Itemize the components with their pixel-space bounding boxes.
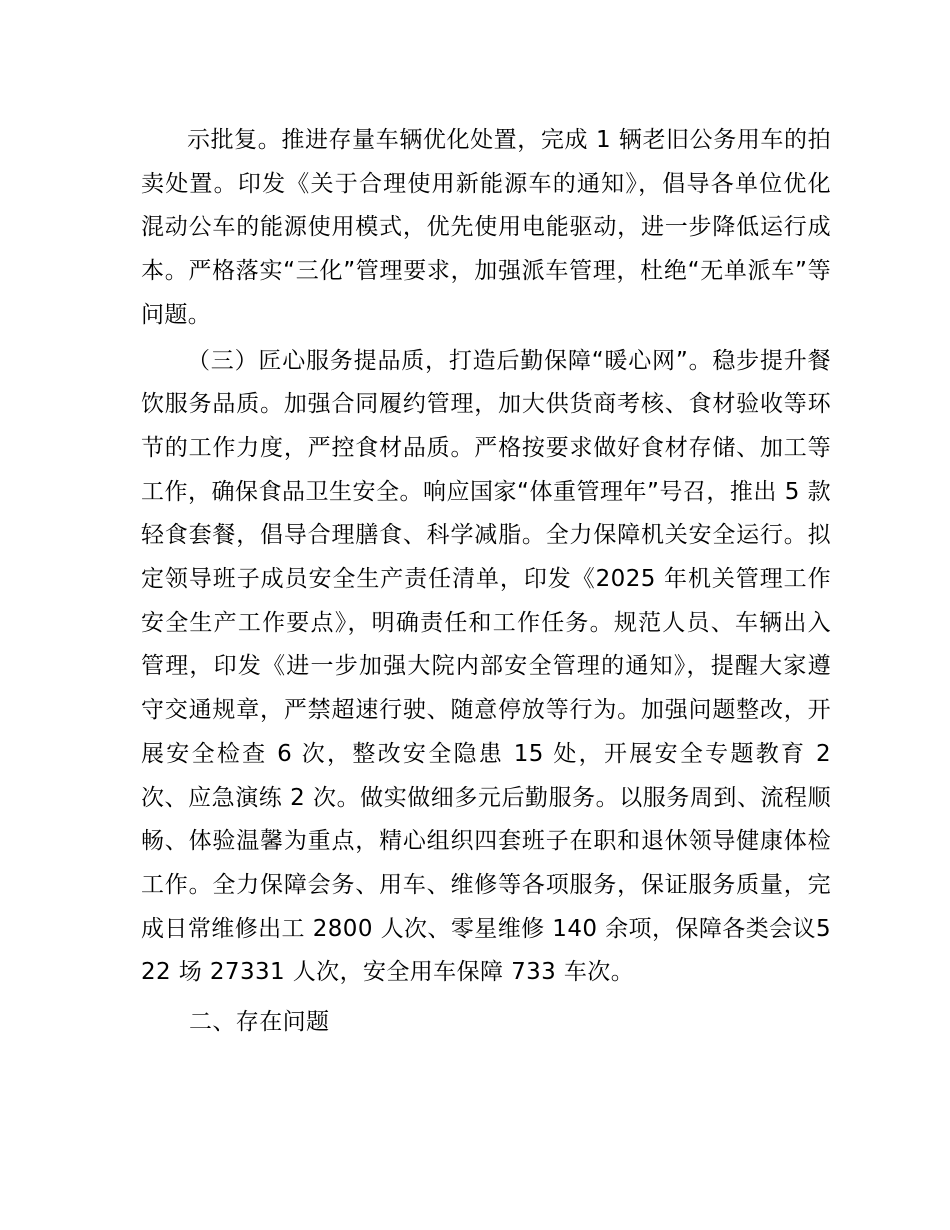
section-heading-existing-problems: 二、存在问题 bbox=[189, 1009, 330, 1036]
document-body bbox=[141, 119, 831, 1045]
paragraph-vehicle-management: 示批复。推进存量车辆优化处置，完成 1 辆老旧公务用车的拍卖处置。印发《关于合理使用新能源车的通知》，倡导各单位优化混动公车的能源使用模式，优先使用电能驱动，进一步降低运行成本。严格落实“三化”管理要求，加强派车管理，杜绝“无单派车”等问题。 bbox=[141, 127, 831, 328]
paragraph-logistics-service: （三）匠心服务提品质，打造后勤保障“暖心网”。稳步提升餐饮服务品质。加强合同履约管理，加大供货商考核、食材验收等环节的工作力度，严控食材品质。严格按要求做好食材存储、加工等工作，确保食品卫生安全。响应国家“体重管理年”号召，推出 5 款轻食套餐，倡导合理膳食、科学减脂。全力保障机关安全运行。拟定领导班子成员安全生产责任清单，印发《2025 年机关管理工作安全生产工作要点》，明确责任和工作任务。规范人员、车辆出入管理，印发《进一步加强大院内部安全管理的通知》，提醒大家遵守交通规章，严禁超速行驶、随意停放等行为。加强问题整改，开展安全检查 6 次，整改安全隐患 15 处，开展安全专题教育 2 次、应急演练 2 次。做实做细多元后勤服务。以服务周到、流程顺畅、体验温馨为重点，精心组织四套班子在职和退休领导健康体检工作。全力保障会务、用车、维修等各项服务，保证服务质量，完成日常维修出工 2800 人次、零星维修 140 余项，保障各类会议522 场 27331 人次，安全用车保障 733 车次。 bbox=[141, 347, 831, 986]
